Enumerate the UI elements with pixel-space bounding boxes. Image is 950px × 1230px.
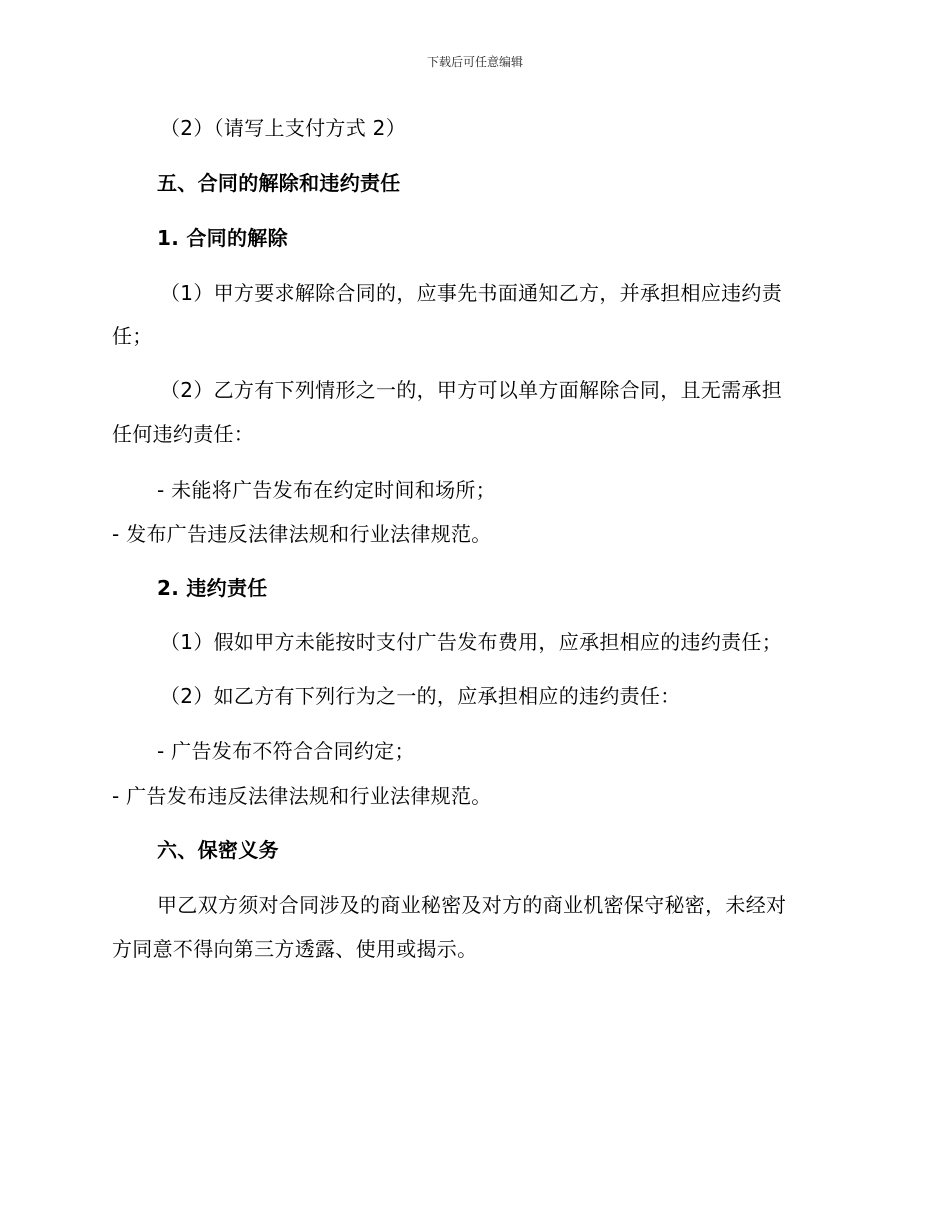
- liability-bullet-2: - 广告发布违反法律法规和行业法律规范。: [112, 784, 492, 808]
- termination-clause-1-line-1: （1）甲方要求解除合同的，应事先书面通知乙方，并承担相应违约责: [160, 281, 783, 305]
- payment-method-2: （2）（请写上支付方式 2）: [160, 116, 407, 140]
- page-header: 下载后可任意编辑: [426, 55, 523, 69]
- termination-clause-2-line-1: （2）乙方有下列情形之一的，甲方可以单方面解除合同，且无需承担: [160, 378, 783, 402]
- termination-clause-2-line-2: 任何违约责任：: [112, 422, 255, 446]
- liability-bullet-1: - 广告发布不符合合同约定；: [157, 739, 415, 763]
- liability-clause-1: （1）假如甲方未能按时支付广告发布费用，应承担相应的违约责任；: [160, 630, 783, 654]
- termination-bullet-2: - 发布广告违反法律法规和行业法律规范。: [112, 522, 492, 546]
- subsection-1-heading: 1. 合同的解除: [157, 226, 288, 250]
- section-5-heading: 五、合同的解除和违约责任: [157, 171, 401, 195]
- termination-bullet-1: - 未能将广告发布在约定时间和场所；: [157, 478, 496, 502]
- termination-clause-1-line-2: 任；: [112, 324, 153, 348]
- subsection-2-heading: 2. 违约责任: [157, 576, 268, 600]
- liability-clause-2: （2）如乙方有下列行为之一的，应承担相应的违约责任：: [160, 684, 681, 708]
- confidentiality-line-1: 甲乙双方须对合同涉及的商业秘密及对方的商业机密保守秘密，未经对: [157, 893, 787, 917]
- confidentiality-line-2: 方同意不得向第三方透露、使用或揭示。: [112, 937, 478, 961]
- section-6-heading: 六、保密义务: [157, 838, 279, 862]
